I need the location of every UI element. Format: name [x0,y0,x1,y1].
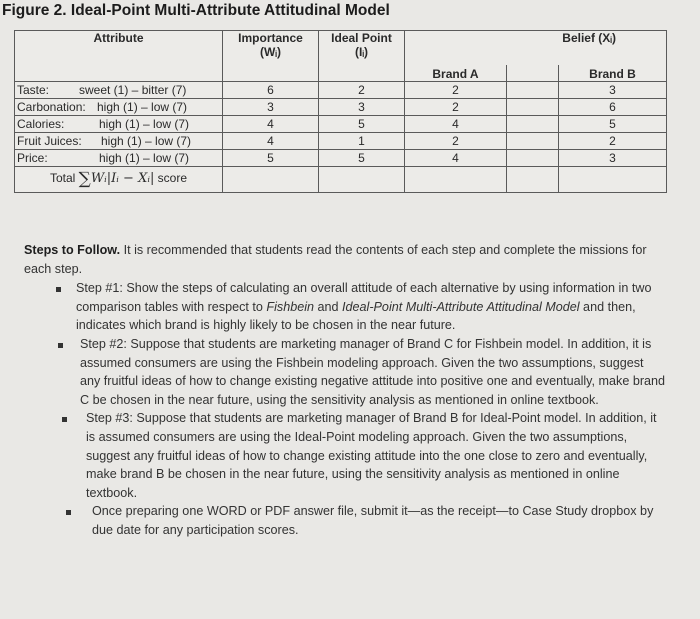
total-label: Total [49,171,76,185]
step2-text: Step #2: Suppose that students are marketing manager of Brand C for Fishbein model. In addition, it is assumed consumers are using the Fishbein modeling approach. Given the two assumptions, suggest any fruitful ideas of how to change existing negative attitude into positive one and eventually, make brand C be chosen in the near future, using the sensitivity analysis as mentioned in online textbook. [80,336,666,407]
step-item-1 [76,279,666,335]
total-cell [15,166,223,192]
importance-value: 6 [223,81,319,98]
step1-fishbein: Fishbein [266,299,315,314]
table-row [15,115,667,132]
header-brand-a-label: Brand A [432,66,479,81]
attribute-range: high (1) – low (7) [97,99,188,114]
empty-cell [507,115,559,132]
attribute-cell [15,81,223,98]
header-importance-label: Importance [238,31,303,45]
header-ideal-symbol: (Iᵢ) [354,45,369,59]
header-belief [405,31,667,65]
step4-text: Once preparing one WORD or PDF answer file, submit it—as the receipt—to Case Study dropbox by due date for any participation scores. [92,504,654,537]
header-ideal-label: Ideal Point [331,31,392,45]
brand-a-value: 2 [405,132,507,149]
empty-cell [507,149,559,166]
header-belief-label: Belief (Xᵢ) [562,31,616,45]
attribute-range: high (1) – low (7) [99,116,190,131]
attribute-range: high (1) – low (7) [99,150,190,165]
brand-b-value: 5 [559,115,667,132]
step1-ideal-point: Ideal-Point Multi-Attribute Attitudinal Model [342,299,580,314]
empty-cell [507,166,559,192]
brand-a-value: 4 [405,149,507,166]
brand-b-value: 3 [559,149,667,166]
steps-intro-text: It is recommended that students read the contents of each step and complete the missions for each step. [24,243,647,276]
header-brand-b-label: Brand B [589,66,636,81]
brand-a-value: 2 [405,81,507,98]
ideal-value: 3 [319,98,405,115]
formula-body: Wᵢ|Iᵢ − Xᵢ| [90,171,155,186]
header-blank [507,65,559,82]
attribute-cell [15,149,223,166]
steps-heading: Steps to Follow. [24,243,121,257]
total-importance [223,166,319,192]
brand-b-value: 2 [559,132,667,149]
table-row [15,132,667,149]
step-item-2 [80,335,666,409]
total-brand-a [405,166,507,192]
attribute-cell [15,98,223,115]
attribute-cell [15,115,223,132]
brand-a-value: 2 [405,98,507,115]
attribute-name: Carbonation: [17,99,86,114]
brand-b-value: 6 [559,98,667,115]
ideal-value: 2 [319,81,405,98]
attribute-name: Taste: [17,82,50,97]
empty-cell [507,98,559,115]
header-importance [223,31,319,82]
ideal-value: 1 [319,132,405,149]
attribute-range: high (1) – low (7) [101,133,192,148]
step1-text-end: and then, indicates which brand is highly likely to be chosen in the near future. [76,299,636,333]
ideal-value: 5 [319,149,405,166]
table-row [15,81,667,98]
attribute-range: sweet (1) – bitter (7) [79,82,187,97]
total-row [15,166,667,192]
attribute-name: Fruit Juices: [17,133,82,148]
importance-value: 4 [223,132,319,149]
bullet-icon [62,417,67,422]
step-item-3 [86,409,666,502]
brand-a-value: 4 [405,115,507,132]
header-ideal-point [319,31,405,82]
step1-text: Step #1: Show the steps of calculating an overall attitude of each alternative by using information in two comparison tables with respect to [76,281,652,314]
step-item-4 [92,502,666,539]
attribute-name: Calories: [17,116,65,131]
attribute-name: Price: [17,150,48,165]
header-attribute-label: Attribute [93,31,144,45]
brand-b-value: 3 [559,81,667,98]
step1-and: and [314,299,343,314]
steps-section [24,241,666,540]
bullet-icon [58,343,63,348]
empty-cell [507,132,559,149]
importance-value: 3 [223,98,319,115]
table-row [15,149,667,166]
attribute-cell [15,132,223,149]
importance-value: 5 [223,149,319,166]
empty-cell [507,81,559,98]
steps-intro [24,241,666,278]
table-row [15,98,667,115]
bullet-icon [66,510,71,515]
total-formula [78,169,155,189]
figure-title: Figure 2. Ideal-Point Multi-Attribute Attitudinal Model [2,2,390,19]
ideal-value: 5 [319,115,405,132]
header-attribute [15,31,223,82]
header-importance-symbol: (Wᵢ) [259,45,281,59]
total-ideal [319,166,405,192]
header-brand-a [405,65,507,82]
sigma-symbol: ∑ [78,169,91,189]
attitude-table [14,30,667,193]
importance-value: 4 [223,115,319,132]
header-brand-b [559,65,667,82]
bullet-icon [56,287,61,292]
step3-text: Step #3: Suppose that students are marketing manager of Brand B for Ideal-Point model. In addition, it is assumed consumers are using the Ideal-Point modeling approach. Given the two assumptions, suggest any fruitful ideas of how to change existing attitude into the one close to zero and eventually, make brand B be chosen in the near future, using the sensitivity analysis as mentioned in online textbook. [86,411,657,500]
total-brand-b [559,166,667,192]
total-score-label: score [157,171,188,185]
